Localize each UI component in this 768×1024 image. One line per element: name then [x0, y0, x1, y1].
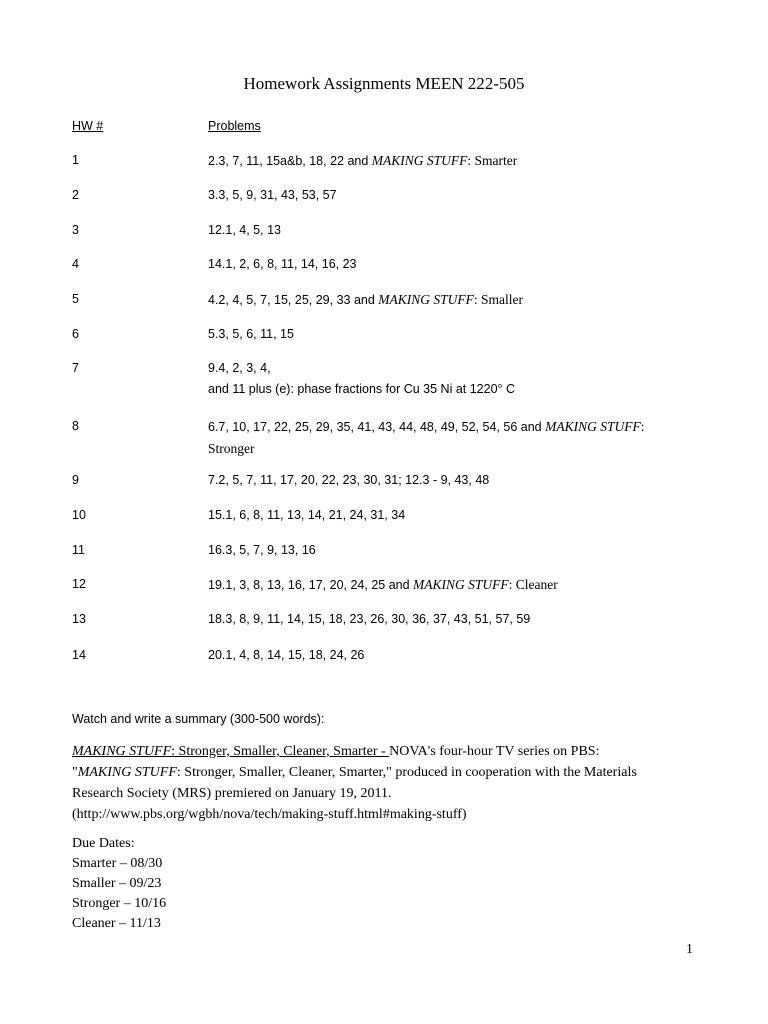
making-stuff-reference: MAKING STUFF:: [545, 419, 645, 434]
problems-line: 6.7, 10, 17, 22, 25, 29, 35, 41, 43, 44, 48, 49, 52, 54, 56 and MAKING STUFF:: [208, 419, 645, 434]
due-date-item: Smaller – 09/23: [72, 876, 162, 891]
due-date-item: Stronger – 10/16: [72, 896, 167, 911]
problems-line: 16.3, 5, 7, 9, 13, 16: [208, 543, 316, 557]
hw-problems: [208, 324, 692, 345]
problems-line: 2.3, 7, 11, 15a&b, 18, 22 and MAKING STUFF: Smarter: [208, 153, 518, 168]
hw-number: 7: [72, 361, 79, 375]
hw-number: 6: [72, 327, 79, 341]
problems-line: 9.4, 2, 3, 4,: [208, 361, 271, 375]
hw-number: 9: [72, 473, 79, 487]
summary-line-1: MAKING STUFF: Stronger, Smaller, Cleaner, Smarter - NOVA's four-hour TV series on PBS:: [72, 744, 600, 759]
hw-problems: [208, 185, 692, 206]
hw-number: 5: [72, 292, 79, 306]
hw-number: 8: [72, 419, 79, 433]
hw-problems: [208, 609, 692, 630]
summary-paragraph: [72, 741, 712, 825]
watch-heading: Watch and write a summary (300-500 words):: [72, 712, 325, 726]
hw-number: 11: [72, 543, 85, 557]
hw-number: 4: [72, 257, 79, 271]
problems-line-2: Stronger: [208, 441, 255, 456]
making-stuff-reference: MAKING STUFF: Smaller: [378, 292, 524, 307]
program-title-link: MAKING STUFF: Stronger, Smaller, Cleaner, Smarter -: [72, 744, 390, 759]
hw-number: 13: [72, 612, 86, 626]
making-stuff-reference: MAKING STUFF: Smarter: [371, 153, 518, 168]
hw-problems: [208, 358, 692, 400]
hw-number: 12: [72, 577, 86, 591]
page-title: Homework Assignments MEEN 222-505: [243, 74, 525, 93]
page-number: 1: [686, 942, 693, 957]
summary-line-3: Research Society (MRS) premiered on January 19, 2011.: [72, 786, 392, 801]
column-header-hw: HW #: [72, 119, 104, 133]
due-dates: [72, 834, 166, 934]
hw-problems: [208, 416, 692, 459]
problems-line: 4.2, 4, 5, 7, 15, 25, 29, 33 and MAKING STUFF: Smaller: [208, 292, 524, 307]
problems-line: 7.2, 5, 7, 11, 17, 20, 22, 23, 30, 31; 12.3 - 9, 43, 48: [208, 473, 490, 487]
hw-number: 1: [72, 153, 79, 167]
problems-line: 14.1, 2, 6, 8, 11, 14, 16, 23: [208, 257, 357, 271]
hw-problems: [208, 645, 692, 666]
summary-line-2: "MAKING STUFF: Stronger, Smaller, Cleaner, Smarter," produced in cooperation with the Materials: [72, 765, 637, 780]
making-stuff-reference: MAKING STUFF: Cleaner: [413, 577, 558, 592]
hw-problems: [208, 540, 692, 561]
due-date-item: Cleaner – 11/13: [72, 916, 161, 931]
problems-line: 19.1, 3, 8, 13, 16, 17, 20, 24, 25 and MAKING STUFF: Cleaner: [208, 577, 558, 592]
problems-line: 3.3, 5, 9, 31, 43, 53, 57: [208, 188, 337, 202]
summary-url: (http://www.pbs.org/wgbh/nova/tech/making-stuff.html#making-stuff): [72, 807, 467, 822]
hw-problems: [208, 220, 692, 241]
due-dates-heading: Due Dates:: [72, 836, 135, 851]
hw-problems: [208, 574, 692, 596]
hw-problems: [208, 470, 692, 491]
hw-number: 3: [72, 223, 79, 237]
hw-problems: [208, 150, 692, 172]
due-date-item: Smarter – 08/30: [72, 856, 163, 871]
hw-problems: [208, 289, 692, 311]
hw-number: 14: [72, 648, 86, 662]
problems-line: 12.1, 4, 5, 13: [208, 223, 281, 237]
hw-problems: [208, 505, 692, 526]
problems-line: 5.3, 5, 6, 11, 15: [208, 327, 294, 341]
problems-line-2: and 11 plus (e): phase fractions for Cu 35 Ni at 1220° C: [208, 382, 516, 396]
hw-number: 2: [72, 188, 79, 202]
hw-problems: [208, 254, 692, 275]
column-header-problems: Problems: [208, 119, 261, 133]
problems-line: 18.3, 8, 9, 11, 14, 15, 18, 23, 26, 30, 36, 37, 43, 51, 57, 59: [208, 612, 531, 626]
problems-line: 20.1, 4, 8, 14, 15, 18, 24, 26: [208, 648, 365, 662]
problems-line: 15.1, 6, 8, 11, 13, 14, 21, 24, 31, 34: [208, 508, 406, 522]
hw-number: 10: [72, 508, 86, 522]
